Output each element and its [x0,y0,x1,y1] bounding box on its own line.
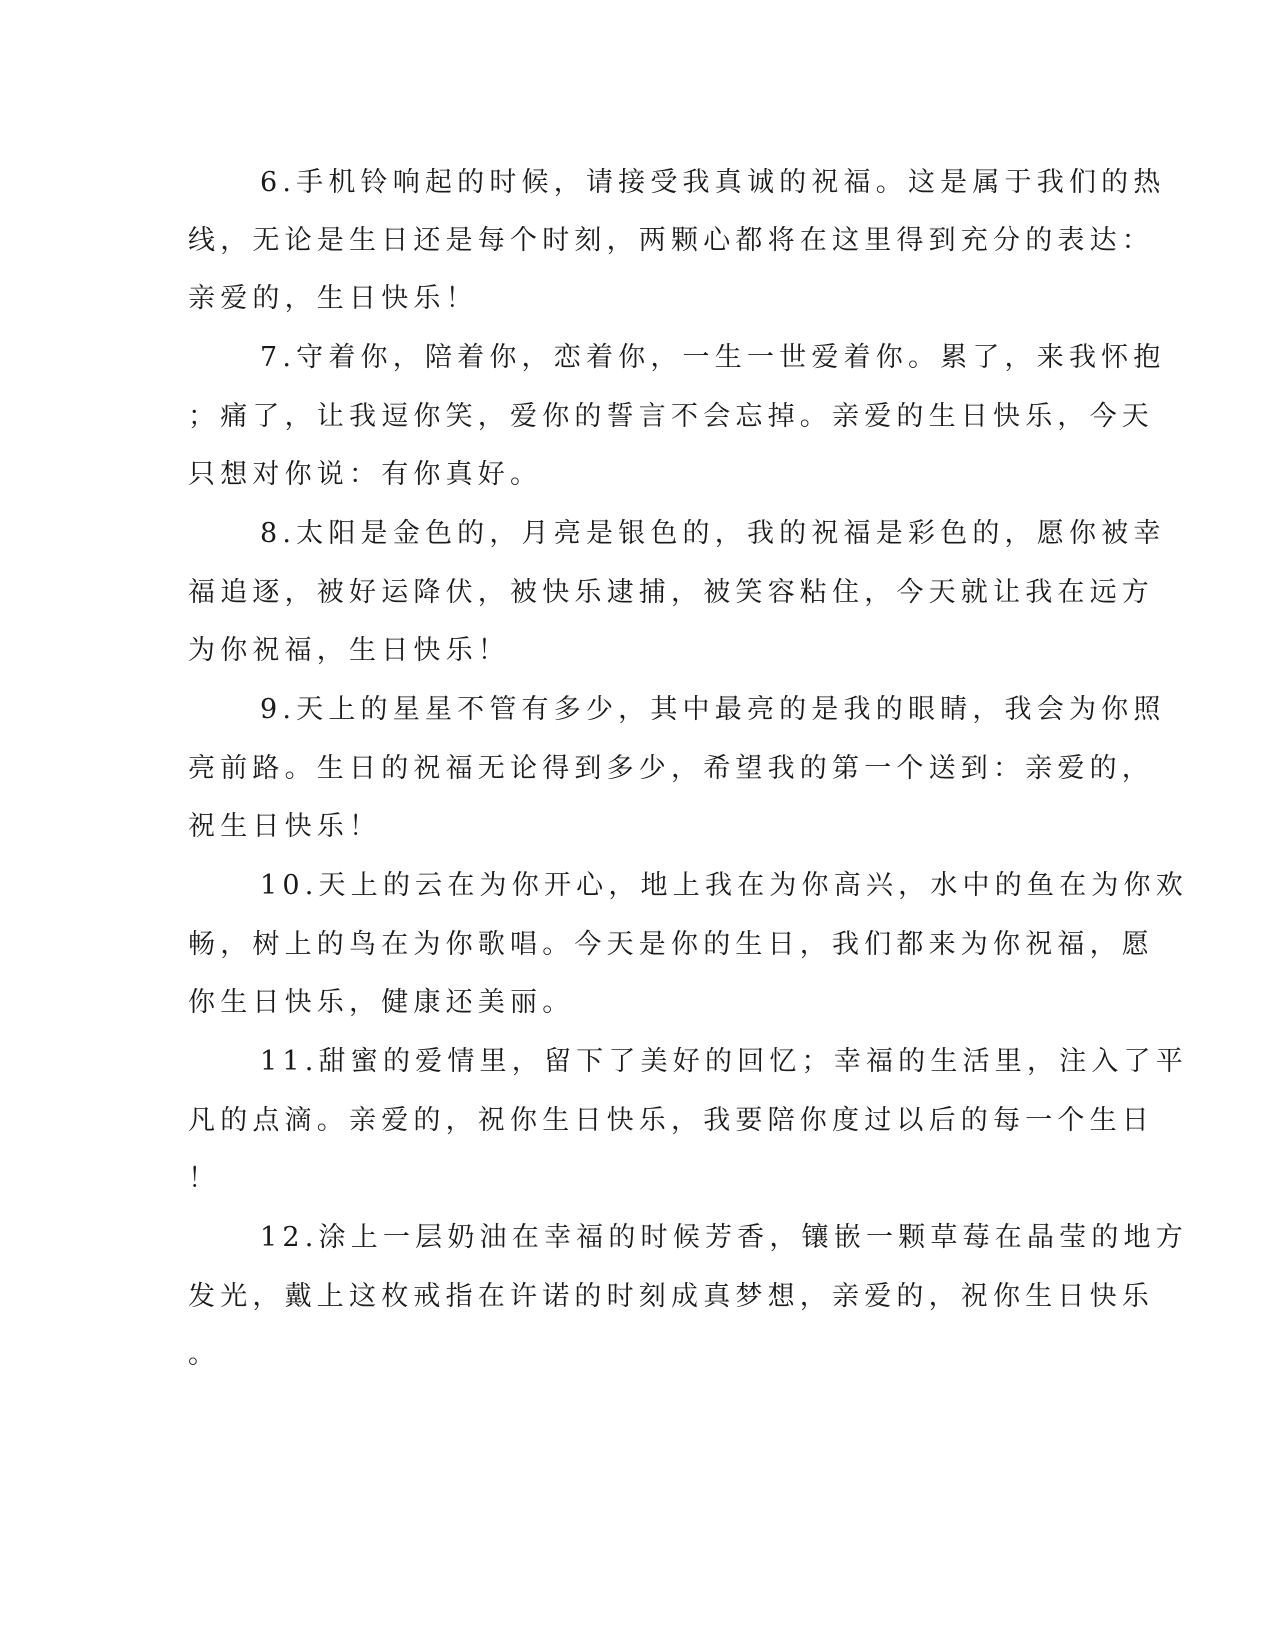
paragraph-9-line-1: 9.天上的星星不管有多少，其中最亮的是我的眼睛，我会为你照 [260,694,1166,725]
paragraph-10-line-3: 你生日快乐，健康还美丽。 [188,987,575,1018]
paragraph-12-line-1: 12.涂上一层奶油在幸福的时候芳香，镶嵌一颗草莓在晶莹的地方 [260,1222,1188,1253]
paragraph-8-line-2: 福追逐，被好运降伏，被快乐逮捕，被笑容粘住，今天就让我在远方 [188,577,1154,608]
paragraph-8-line-1: 8.太阳是金色的，月亮是银色的，我的祝福是彩色的，愿你被幸 [260,518,1166,549]
paragraph-11-line-2: 凡的点滴。亲爱的，祝你生日快乐，我要陪你度过以后的每一个生日 [188,1105,1154,1136]
paragraph-11-line-3: ！ [188,1163,221,1194]
paragraph-10-line-2: 畅，树上的鸟在为你歌唱。今天是你的生日，我们都来为你祝福，愿 [188,929,1154,960]
paragraph-7-line-2: ；痛了，让我逗你笑，爱你的誓言不会忘掉。亲爱的生日快乐，今天 [188,401,1154,432]
paragraph-6-line-1: 6.手机铃响起的时候，请接受我真诚的祝福。这是属于我们的热 [260,167,1166,198]
paragraph-9-line-2: 亮前路。生日的祝福无论得到多少，希望我的第一个送到：亲爱的， [188,753,1154,784]
paragraph-12-line-2: 发光，戴上这枚戒指在许诺的时刻成真梦想，亲爱的，祝你生日快乐 [188,1281,1154,1312]
paragraph-7-line-3: 只想对你说：有你真好。 [188,459,543,490]
paragraph-6-line-2: 线，无论是生日还是每个时刻，两颗心都将在这里得到充分的表达： [188,225,1154,256]
paragraph-10-line-1: 10.天上的云在为你开心，地上我在为你高兴，水中的鱼在为你欢 [260,870,1188,901]
paragraph-6-line-3: 亲爱的，生日快乐！ [188,283,478,314]
paragraph-8-line-3: 为你祝福，生日快乐！ [188,635,510,666]
paragraph-12-line-3: 。 [188,1339,221,1370]
paragraph-7-line-1: 7.守着你，陪着你，恋着你，一生一世爱着你。累了，来我怀抱 [260,342,1166,373]
paragraph-11-line-1: 11.甜蜜的爱情里，留下了美好的回忆；幸福的生活里，注入了平 [260,1046,1188,1077]
paragraph-9-line-3: 祝生日快乐！ [188,811,382,842]
